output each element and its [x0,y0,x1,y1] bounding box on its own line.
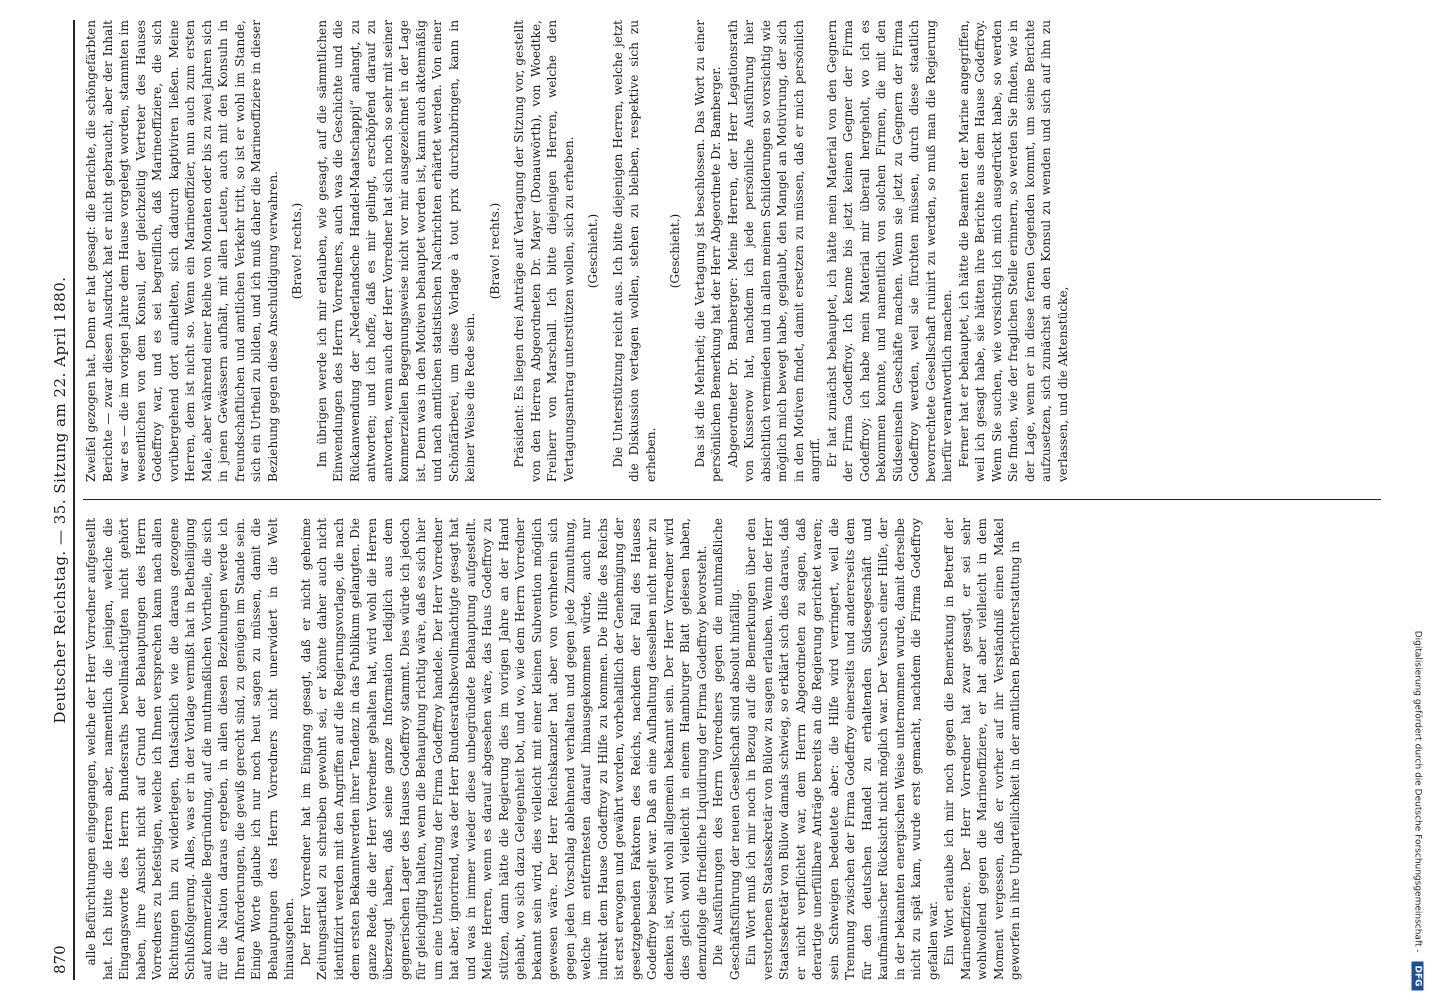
paragraph: Abgeordneter Dr. Bamberger: Meine Herren, der Herr Legationsrath von Kusserow hat, nachdem ich jede persönliche Ausführung hier absichtlich vermieden und in allen meinen Schilderungen so vorsichtig wie möglich mich bewegt habe, geglaubt, den Mangel an Motivirung, der sich in den Motiven findet, damit ersetzen zu müssen, daß er mich persönlich angriff. [725,20,822,482]
left-column [83,518,1381,980]
paragraph: Zweifel gezogen hat. Denn er hat gesagt: die Berichte, die schöngefärbten Berichte — zwar diesen Ausdruck hat er nicht gebraucht, aber der Inhalt war es — die im vorigen Jahre dem Hause vorgelegt worden, stammten im wesentlichen von dem Konsul, der gleichzeitig Vertreter des Hauses Godeffroy war, und es sei begreiflich, daß Marineoffiziere, die sich vorübergehend dort aufhielten, sich dadurch kaptiviren ließen. Meine Herren, dem ist nicht so. Wenn ein Marineoffizier, nun auch zum ersten Male, aber während einer Reihe von Monaten oder bis zu zwei Jahren sich in jenen Gewässern aufhält, mit allen Leuten, auch mit den Konsuln in freundschaftlichen und amtlichen Verkehr tritt, so ist er wohl im Stande, sich ein Urtheil zu bilden, und ich muß daher die Marineoffiziere in dieser Beziehung gegen diese Anschuldigung verwahren. [84,20,280,482]
dfg-logo: DFG [1412,961,1424,990]
right-column [83,20,1381,482]
paragraph: Die Ausführungen des Herrn Vorredners gegen die muthmaßliche Geschäftsführung der neuen Gesellschaft sind absolut hinfällig. [711,518,742,980]
paragraph: Im übrigen werde ich mir erlauben, wie gesagt, auf die sämmtlichen Einwendungen des Herrn Vorredners, auch was die Geschichte und die Rückanwendung der „Nederlandsche Handel-Maatschappij“ anlangt, zu antworten; und ich hoffe, daß es mir gelingt, erschöpfend darauf zu antworten, wenn auch der Herr Vorredner hat sich noch so sehr mit seiner kommerziellen Begegnungsweise nicht vor mir ausgezeichnet in der Lage ist. Denn was in den Motiven behauptet worden ist, kann auch aktenmäßig und nach amtlichen statistischen Nachrichten erhärtet werden. Von einer Schönfärberei, um diese Vorlage à tout prix durchzubringen, kann in keiner Weise die Rede sein. [314,20,477,482]
page-title: Deutscher Reichstag. — 35. Sitzung am 22. April 1880. [51,276,69,724]
interjection: (Geschieht.) [586,213,600,289]
page-number: 870 [51,945,69,974]
paragraph: Ferner hat er behauptet, ich hätte die Beamten der Marine angegriffen, weil ich gesagt habe, sie hätten ihre Berichte aus dem Hause Godeffroy. Wenn Sie suchen, wie vorsichtig ich mich ausgedrückt habe, so werden Sie finden, wie der fraglichen Stelle erinnern, so werden Sie finden, wie in der Lage, wenn er in diese fernen Gegenden kommt, um seine Berichte aufzusetzen, sich zunächst an den Konsul zu wenden und sich auf ihn zu verlassen, und die Aktenstücke, [956,20,1070,482]
interjection: (Geschieht.) [668,213,682,289]
paragraph: alle Befürchtungen eingegangen, welche der Herr Vorredner aufgestellt hat. Ich bitte die Herren aber, namentlich die jenigen, welche die Eingangsworte des Herrn Bundesraths bevollmächtigten nicht gehört haben, ihre Ansicht nicht auf Grund der Behauptungen des Herrn Vorredners zu befestigen, welche ich Ihnen versprechen kann nach allen Richtungen hin zu widerlegen, thatsächlich wie die daraus gezogene Schlußfolgerung. Alles, was er in der Vorlage vermißt hat in Betheiligung auf kommerzielle Begründung, auf die muthmaßlichen Vortheile, die sich für die Nation daraus ergeben, in allen diesen Beziehungen werde ich Ihren Anforderungen, die gewiß gerecht sind, zu genügen im Stande sein. Einige Worte glaube ich nur noch heut sagen zu müssen, damit die Behauptungen des Herrn Vorredners nicht unerwidert in die Welt hinausgehen. [84,518,296,980]
funding-sidenote [1408,6,1426,991]
page-header [51,20,75,980]
paragraph: Das ist die Mehrheit; die Vertagung ist beschlossen. Das Wort zu einer persönlichen Bemerkung hat der Herr Abgeordnete Dr. Bamberger. [692,20,723,482]
paragraph: Ein Wort erlaube ich mir noch gegen die Bemerkung in Betreff der Marineoffiziere. Der Herr Vorredner hat zwar gesagt, er sei sehr wohlwollend gegen die Marineoffiziere, er hat aber vielleicht in dem Moment vergessen, daß er vorher auf ihr Verständniß einen Makel geworfen in ihre Unparteilichkeit in der amtlichen Berichterstattung in [942,518,1022,980]
paragraph: Die Unterstützung reicht aus. Ich bitte diejenigen Herren, welche jetzt die Diskussion vertagen wollen, stehen zu bleiben, respektive sich zu erheben. [610,20,658,482]
interjection: (Bravo! rechts.) [487,202,502,300]
paragraph: Er hat zunächst behauptet, ich hätte mein Material von den Gegnern der Firma Godeffroy. Ich kenne bis jetzt keinen Gegner der Firma Godeffroy; ich habe mein Material mir überall hergeholt, wo ich es bekommen konnte, und namentlich von solchen Firmen, die mit den Südseeinseln Geschäfte machen. Wenn sie jetzt zu Gegnern der Firma Godeffroy werden, weil sie fürchten müssen, durch diese staatlich bevorrechtete Gesellschaft ruinirt zu werden, so muß man die Regierung hierfür verantwortlich machen. [824,20,954,482]
column-divider [83,499,1381,500]
paragraph: Ein Wort muß ich mir noch in Bezug auf die Bemerkungen über den verstorbenen Staatssekretär von Bülow zu sagen erlauben. Wenn der Herr Staatssekretär von Bülow damals schwieg, so erklärt sich dies daraus, daß er nicht verpflichtet war, dem Herrn Abgeordneten zu sagen, daß derartige unerfüllbare Anträge bereits an die Regierung gerichtet waren; sein Schweigen bedeutete aber: die Hilfe wird verringert, weil die Trennung zwischen der Firma Godeffroy einerseits und andererseits dem für den deutschen Handel zu erhaltenden Südseegeschäft und kaufmännischer Rücksicht nicht möglich war. Der Versuch einer Hilfe, der in der bekannten energischen Weise unternommen wurde, damit derselbe nicht zu spät kam, wurde erst gemacht, nachdem die Firma Godeffroy gefallen war. [744,518,940,980]
paragraph: Präsident: Es liegen drei Anträge auf Vertagung der Sitzung vor, gestellt von den Herren Abgeordneten Dr. Mayer (Donauwörth), von Woedtke, Freiherr von Marschall. Ich bitte diejenigen Herren, welche den Vertagungsantrag unterstützen wollen, sich zu erheben. [512,20,576,482]
interjection: (Bravo! rechts.) [290,202,304,300]
funding-note: Digitalisierung gefördert durch die Deutsche Forschungsgemeinschaft - [1412,630,1423,953]
paragraph: Der Herr Vorredner hat im Eingang gesagt, daß er nicht geheime Zeitungsartikel zu schreiben gewohnt sei, er könnte daher auch nicht identifizirt werden mit den Angriffen auf die Regierungsvorlage, die nach dem ersten Bekanntwerden ihrer Tendenz in das Publikum gelangten. Die ganze Rede, die der Herr Vorredner gehalten hat, wird wohl die Herren überzeugt haben, daß seine ganze Information lediglich aus dem gegnerischen Lager des Hauses Godeffroy stammt. Dies würde ich jedoch für gleichgiltig halten, wenn die Behauptung richtig wäre, daß es sich hier um eine Unterstützung der Firma Godeffroy handele. Der Herr Vorredner hat aber, ignorirend, was der Herr Bundesrathsbevollmächtigte gesagt hat und was in immer wieder diese unbegründete Behauptung aufgestellt. Meine Herren, wenn es darauf abgesehen wäre, das Haus Godeffroy zu stützen, dann hätte die Regierung dies im vorigen Jahre an der Hand gehabt, wo sich dazu Gelegenheit bot, und wo, wie dem Herrn Vorredner bekannt sein wird, dies vielleicht mit einer kleinen Subvention möglich gewesen wäre. Der Herr Reichskanzler hat aber von vornherein sich gegen jeden Vorschlag ablehnend verhalten und gegen jede Zumuthung, welche im entferntesten darauf hinausgekommen würde, auch nur indirekt dem Hause Godeffroy zu Hilfe zu kommen. Die Hilfe des Reichs ist erst erwogen und gewährt worden, vorbehaltlich der Genehmigung der gesetzgebenden Faktoren des Reichs, nachdem der Fall des Hauses Godeffroy besiegelt war. Daß an eine Aufhaltung desselben nicht mehr zu denken ist, wird wohl allgemein bekannt sein. Der Herr Vorredner wird dies gleich wohl vielleicht in einem Hamburger Blatt gelesen haben, demzufolge die friedliche Liquidirung der Firma Godeffroy bevorsteht. [298,518,709,980]
scanned-page [51,20,1381,980]
text-columns [83,20,1381,980]
